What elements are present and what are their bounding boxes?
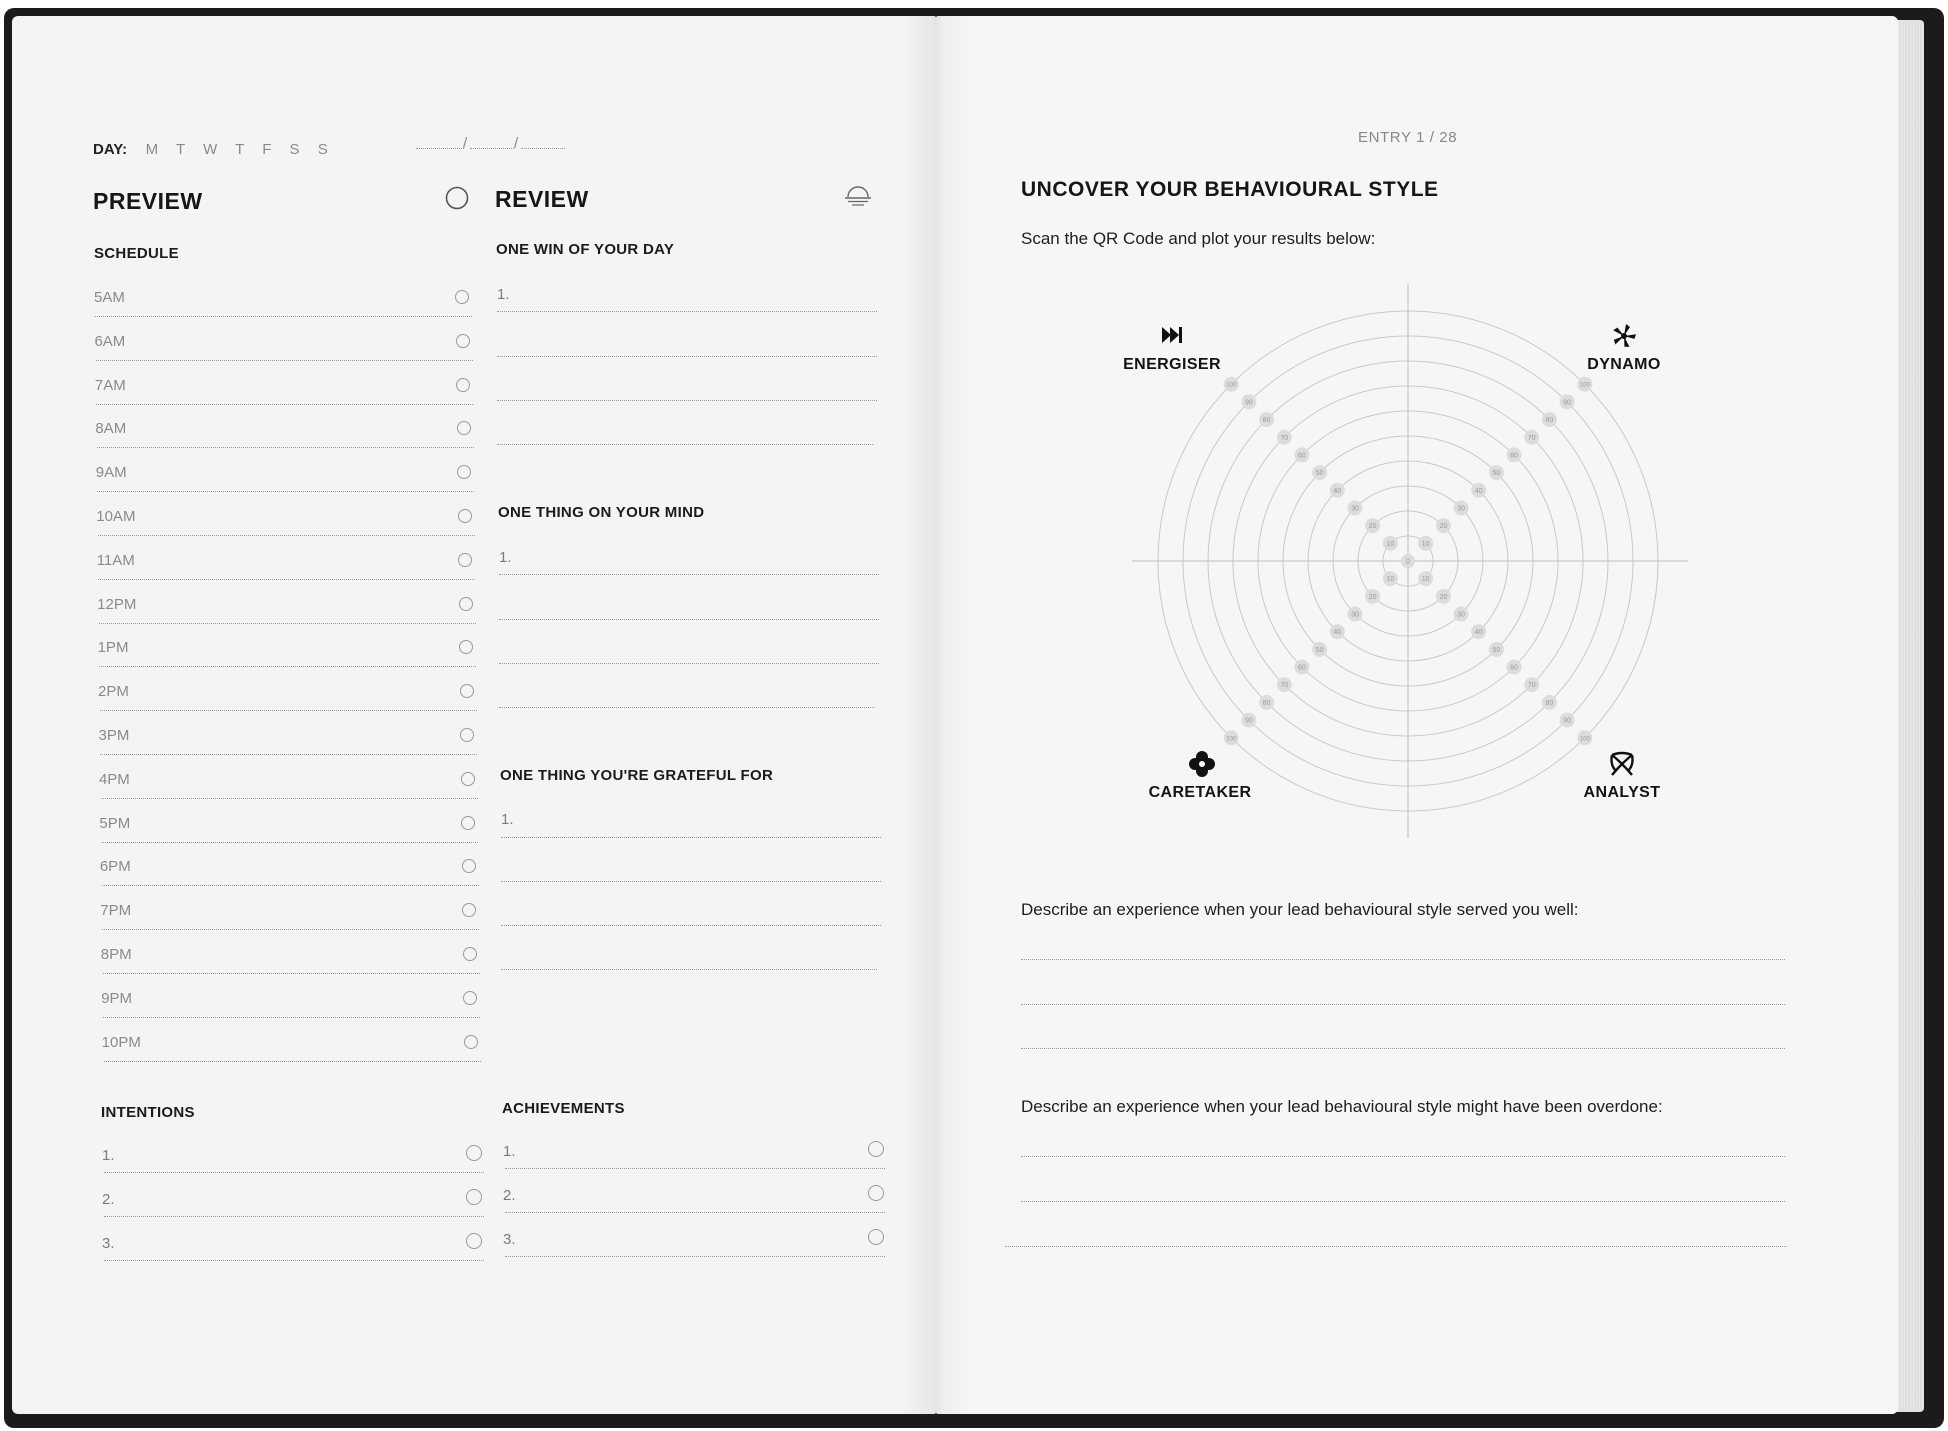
win-title: ONE WIN OF YOUR DAY bbox=[496, 241, 675, 258]
schedule-time-label: 8AM bbox=[95, 420, 127, 438]
scale-label: 70 bbox=[1527, 434, 1536, 442]
schedule-line[interactable] bbox=[100, 710, 477, 711]
scale-label: 90 bbox=[1563, 399, 1571, 407]
scale-label: 80 bbox=[1545, 699, 1554, 707]
achievements-checkbox[interactable] bbox=[868, 1141, 884, 1157]
schedule-time-label: 2PM bbox=[98, 683, 129, 701]
schedule-time-label: 11AM bbox=[96, 551, 135, 569]
flower-icon bbox=[1188, 750, 1216, 778]
schedule-line[interactable] bbox=[102, 929, 479, 930]
preview-title: PREVIEW bbox=[93, 188, 203, 214]
scale-label: 80 bbox=[1262, 699, 1271, 707]
grateful-title: ONE THING YOU'RE GRATEFUL FOR bbox=[500, 767, 774, 784]
day-row bbox=[93, 141, 335, 159]
schedule-time-label: 10PM bbox=[101, 1033, 141, 1051]
scale-label: 90 bbox=[1245, 399, 1253, 407]
style-title: UNCOVER YOUR BEHAVIOURAL STYLE bbox=[1021, 178, 1439, 201]
scale-label: 20 bbox=[1368, 523, 1377, 531]
schedule-line[interactable] bbox=[100, 754, 477, 755]
served-line-3[interactable] bbox=[1021, 1048, 1785, 1049]
schedule-line[interactable] bbox=[102, 885, 479, 886]
mind-line-3[interactable] bbox=[499, 663, 879, 664]
scale-label: 50 bbox=[1492, 470, 1501, 478]
schedule-checkbox[interactable] bbox=[460, 684, 474, 698]
scale-label: 80 bbox=[1545, 417, 1554, 425]
date-blank-month[interactable] bbox=[470, 148, 514, 149]
scale-label: 70 bbox=[1280, 682, 1289, 690]
schedule-time-label: 3PM bbox=[98, 727, 130, 744]
overdone-line-1[interactable] bbox=[1021, 1156, 1785, 1157]
scale-label: 50 bbox=[1315, 470, 1324, 478]
schedule-line[interactable] bbox=[103, 1017, 480, 1018]
schedule-checkbox[interactable] bbox=[463, 947, 477, 961]
schedule-line[interactable] bbox=[98, 535, 475, 536]
date-slash-2: / bbox=[514, 135, 519, 152]
prompt-served-well: Describe an experience when your lead behavioural style served you well: bbox=[1021, 900, 1579, 919]
day-label: DAY: bbox=[93, 141, 128, 158]
scale-label: 10 bbox=[1386, 540, 1395, 548]
overdone-line-3[interactable] bbox=[1005, 1246, 1787, 1247]
intentions-checkbox[interactable] bbox=[466, 1233, 482, 1249]
win-num: 1. bbox=[497, 286, 510, 303]
scale-label: 20 bbox=[1439, 523, 1448, 531]
intentions-checkbox[interactable] bbox=[466, 1189, 482, 1205]
intentions-line[interactable] bbox=[104, 1172, 484, 1173]
analyst-label: ANALYST bbox=[1583, 784, 1661, 801]
scale-label: 60 bbox=[1298, 452, 1306, 460]
schedule-checkbox[interactable] bbox=[458, 553, 472, 567]
achievements-checkbox[interactable] bbox=[868, 1229, 884, 1245]
schedule-checkbox[interactable] bbox=[457, 421, 471, 435]
scale-label: 10 bbox=[1421, 540, 1430, 548]
intentions-line[interactable] bbox=[104, 1216, 484, 1217]
grateful-line-4[interactable] bbox=[501, 969, 877, 970]
achievements-checkbox[interactable] bbox=[868, 1185, 884, 1201]
scale-label: 30 bbox=[1351, 611, 1359, 619]
schedule-time-label: 6PM bbox=[99, 858, 131, 876]
schedule-line[interactable] bbox=[96, 404, 473, 405]
scale-label: 40 bbox=[1474, 629, 1483, 637]
mind-title: ONE THING ON YOUR MIND bbox=[498, 504, 705, 521]
schedule-line[interactable] bbox=[95, 316, 472, 317]
weekday-letters[interactable]: M T W T F S S bbox=[145, 141, 335, 158]
achievements-title: ACHIEVEMENTS bbox=[502, 1100, 625, 1117]
schedule-time-label: 9PM bbox=[101, 989, 133, 1007]
scale-label: 100 bbox=[1226, 382, 1237, 389]
scale-label: 20 bbox=[1368, 593, 1377, 601]
achievements-num: 3. bbox=[503, 1231, 516, 1248]
win-line-1[interactable] bbox=[497, 311, 877, 312]
scale-label: 60 bbox=[1298, 664, 1306, 672]
scale-label: 80 bbox=[1262, 417, 1271, 425]
mind-line-1[interactable] bbox=[499, 574, 879, 575]
date-blank-day[interactable] bbox=[416, 148, 464, 149]
intentions-num: 1. bbox=[102, 1147, 115, 1164]
scale-label: 70 bbox=[1527, 682, 1536, 690]
fast-forward-icon bbox=[1160, 324, 1184, 346]
served-line-1[interactable] bbox=[1021, 959, 1785, 960]
scale-label: 70 bbox=[1280, 434, 1289, 442]
intentions-num: 2. bbox=[102, 1191, 115, 1208]
schedule-checkbox[interactable] bbox=[464, 1035, 478, 1049]
intentions-num: 3. bbox=[102, 1235, 115, 1252]
scale-label: 30 bbox=[1457, 611, 1465, 619]
intentions-checkbox[interactable] bbox=[466, 1145, 482, 1161]
scale-label: 10 bbox=[1386, 576, 1395, 584]
crossed-knot-icon bbox=[1608, 751, 1636, 779]
mind-line-4[interactable] bbox=[499, 707, 875, 708]
schedule-line[interactable] bbox=[97, 491, 474, 492]
schedule-time-label: 10AM bbox=[96, 508, 136, 525]
mind-num: 1. bbox=[499, 549, 512, 566]
schedule-title: SCHEDULE bbox=[94, 245, 179, 262]
schedule-time-label: 8PM bbox=[100, 946, 132, 963]
schedule-checkbox[interactable] bbox=[460, 728, 474, 742]
circle-icon bbox=[445, 186, 469, 210]
schedule-time-label: 9AM bbox=[95, 464, 127, 482]
scale-label: 10 bbox=[1421, 576, 1430, 584]
prompt-overdone: Describe an experience when your lead behavioural style might have been overdone: bbox=[1021, 1097, 1663, 1116]
entry-counter: ENTRY 1 / 28 bbox=[1358, 129, 1458, 146]
schedule-line[interactable] bbox=[99, 666, 476, 667]
caretaker-label: CARETAKER bbox=[1148, 784, 1252, 801]
schedule-line[interactable] bbox=[104, 1061, 481, 1062]
schedule-time-label: 1PM bbox=[97, 639, 129, 657]
grateful-line-3[interactable] bbox=[501, 925, 881, 926]
scale-label: 90 bbox=[1563, 717, 1571, 725]
win-line-4[interactable] bbox=[497, 444, 873, 445]
dynamo-label: DYNAMO bbox=[1587, 356, 1661, 373]
intentions-line[interactable] bbox=[104, 1260, 484, 1261]
achievements-line[interactable] bbox=[505, 1168, 885, 1169]
overdone-line-2[interactable] bbox=[1021, 1201, 1785, 1202]
scale-label: 100 bbox=[1579, 736, 1590, 743]
schedule-checkbox[interactable] bbox=[456, 378, 470, 392]
win-line-2[interactable] bbox=[497, 356, 877, 357]
schedule-checkbox[interactable] bbox=[463, 991, 477, 1005]
schedule-time-label: 5AM bbox=[94, 289, 125, 306]
schedule-checkbox[interactable] bbox=[462, 859, 476, 873]
schedule-line[interactable] bbox=[97, 447, 474, 448]
schedule-checkbox[interactable] bbox=[458, 509, 472, 523]
achievements-num: 1. bbox=[503, 1143, 516, 1160]
achievements-line[interactable] bbox=[505, 1212, 885, 1213]
scale-label: 100 bbox=[1226, 736, 1237, 743]
scale-label: 90 bbox=[1245, 717, 1253, 725]
date-slash-1: / bbox=[463, 135, 468, 152]
scan-instruction: Scan the QR Code and plot your results below: bbox=[1021, 229, 1376, 248]
win-line-3[interactable] bbox=[497, 400, 877, 401]
schedule-time-label: 5PM bbox=[99, 814, 131, 832]
mind-line-2[interactable] bbox=[499, 619, 879, 620]
schedule-line[interactable] bbox=[96, 360, 473, 361]
energiser-label: ENERGISER bbox=[1123, 356, 1221, 373]
served-line-2[interactable] bbox=[1021, 1004, 1785, 1005]
schedule-checkbox[interactable] bbox=[459, 597, 473, 611]
scale-label: 20 bbox=[1439, 593, 1448, 601]
schedule-line[interactable] bbox=[99, 623, 476, 624]
schedule-line[interactable] bbox=[101, 842, 478, 843]
page-edges bbox=[1894, 20, 1924, 1412]
scale-label: 30 bbox=[1457, 505, 1465, 513]
scale-label: 60 bbox=[1510, 664, 1518, 672]
schedule-checkbox[interactable] bbox=[461, 772, 475, 786]
schedule-line[interactable] bbox=[98, 579, 475, 580]
scale-label: 40 bbox=[1474, 487, 1483, 495]
schedule-time-label: 6AM bbox=[94, 332, 126, 350]
grateful-line-1[interactable] bbox=[501, 837, 881, 838]
achievements-line[interactable] bbox=[505, 1256, 885, 1257]
scale-label: 40 bbox=[1333, 629, 1342, 637]
schedule-checkbox[interactable] bbox=[461, 816, 475, 830]
schedule-time-label: 4PM bbox=[98, 770, 130, 788]
intentions-title: INTENTIONS bbox=[101, 1104, 195, 1121]
scale-label: 40 bbox=[1333, 487, 1342, 495]
review-title: REVIEW bbox=[495, 186, 589, 212]
schedule-time-label: 7AM bbox=[94, 376, 126, 394]
schedule-checkbox[interactable] bbox=[456, 334, 470, 348]
grateful-num: 1. bbox=[501, 811, 514, 828]
schedule-time-label: 12PM bbox=[97, 595, 137, 613]
scale-label: 60 bbox=[1510, 452, 1518, 460]
grateful-line-2[interactable] bbox=[501, 881, 881, 882]
scale-label: 50 bbox=[1315, 646, 1324, 654]
scale-label: 100 bbox=[1579, 382, 1590, 389]
scale-label: 30 bbox=[1351, 505, 1359, 513]
scale-label: 50 bbox=[1492, 646, 1501, 654]
achievements-num: 2. bbox=[503, 1187, 516, 1204]
schedule-line[interactable] bbox=[103, 973, 480, 974]
schedule-time-label: 7PM bbox=[100, 902, 132, 920]
schedule-checkbox[interactable] bbox=[455, 290, 469, 304]
pinwheel-icon bbox=[1610, 322, 1638, 350]
center-label: 0 bbox=[1406, 558, 1410, 566]
date-blank-year[interactable] bbox=[521, 148, 565, 149]
sunrise-icon bbox=[842, 184, 874, 208]
schedule-line[interactable] bbox=[101, 798, 478, 799]
